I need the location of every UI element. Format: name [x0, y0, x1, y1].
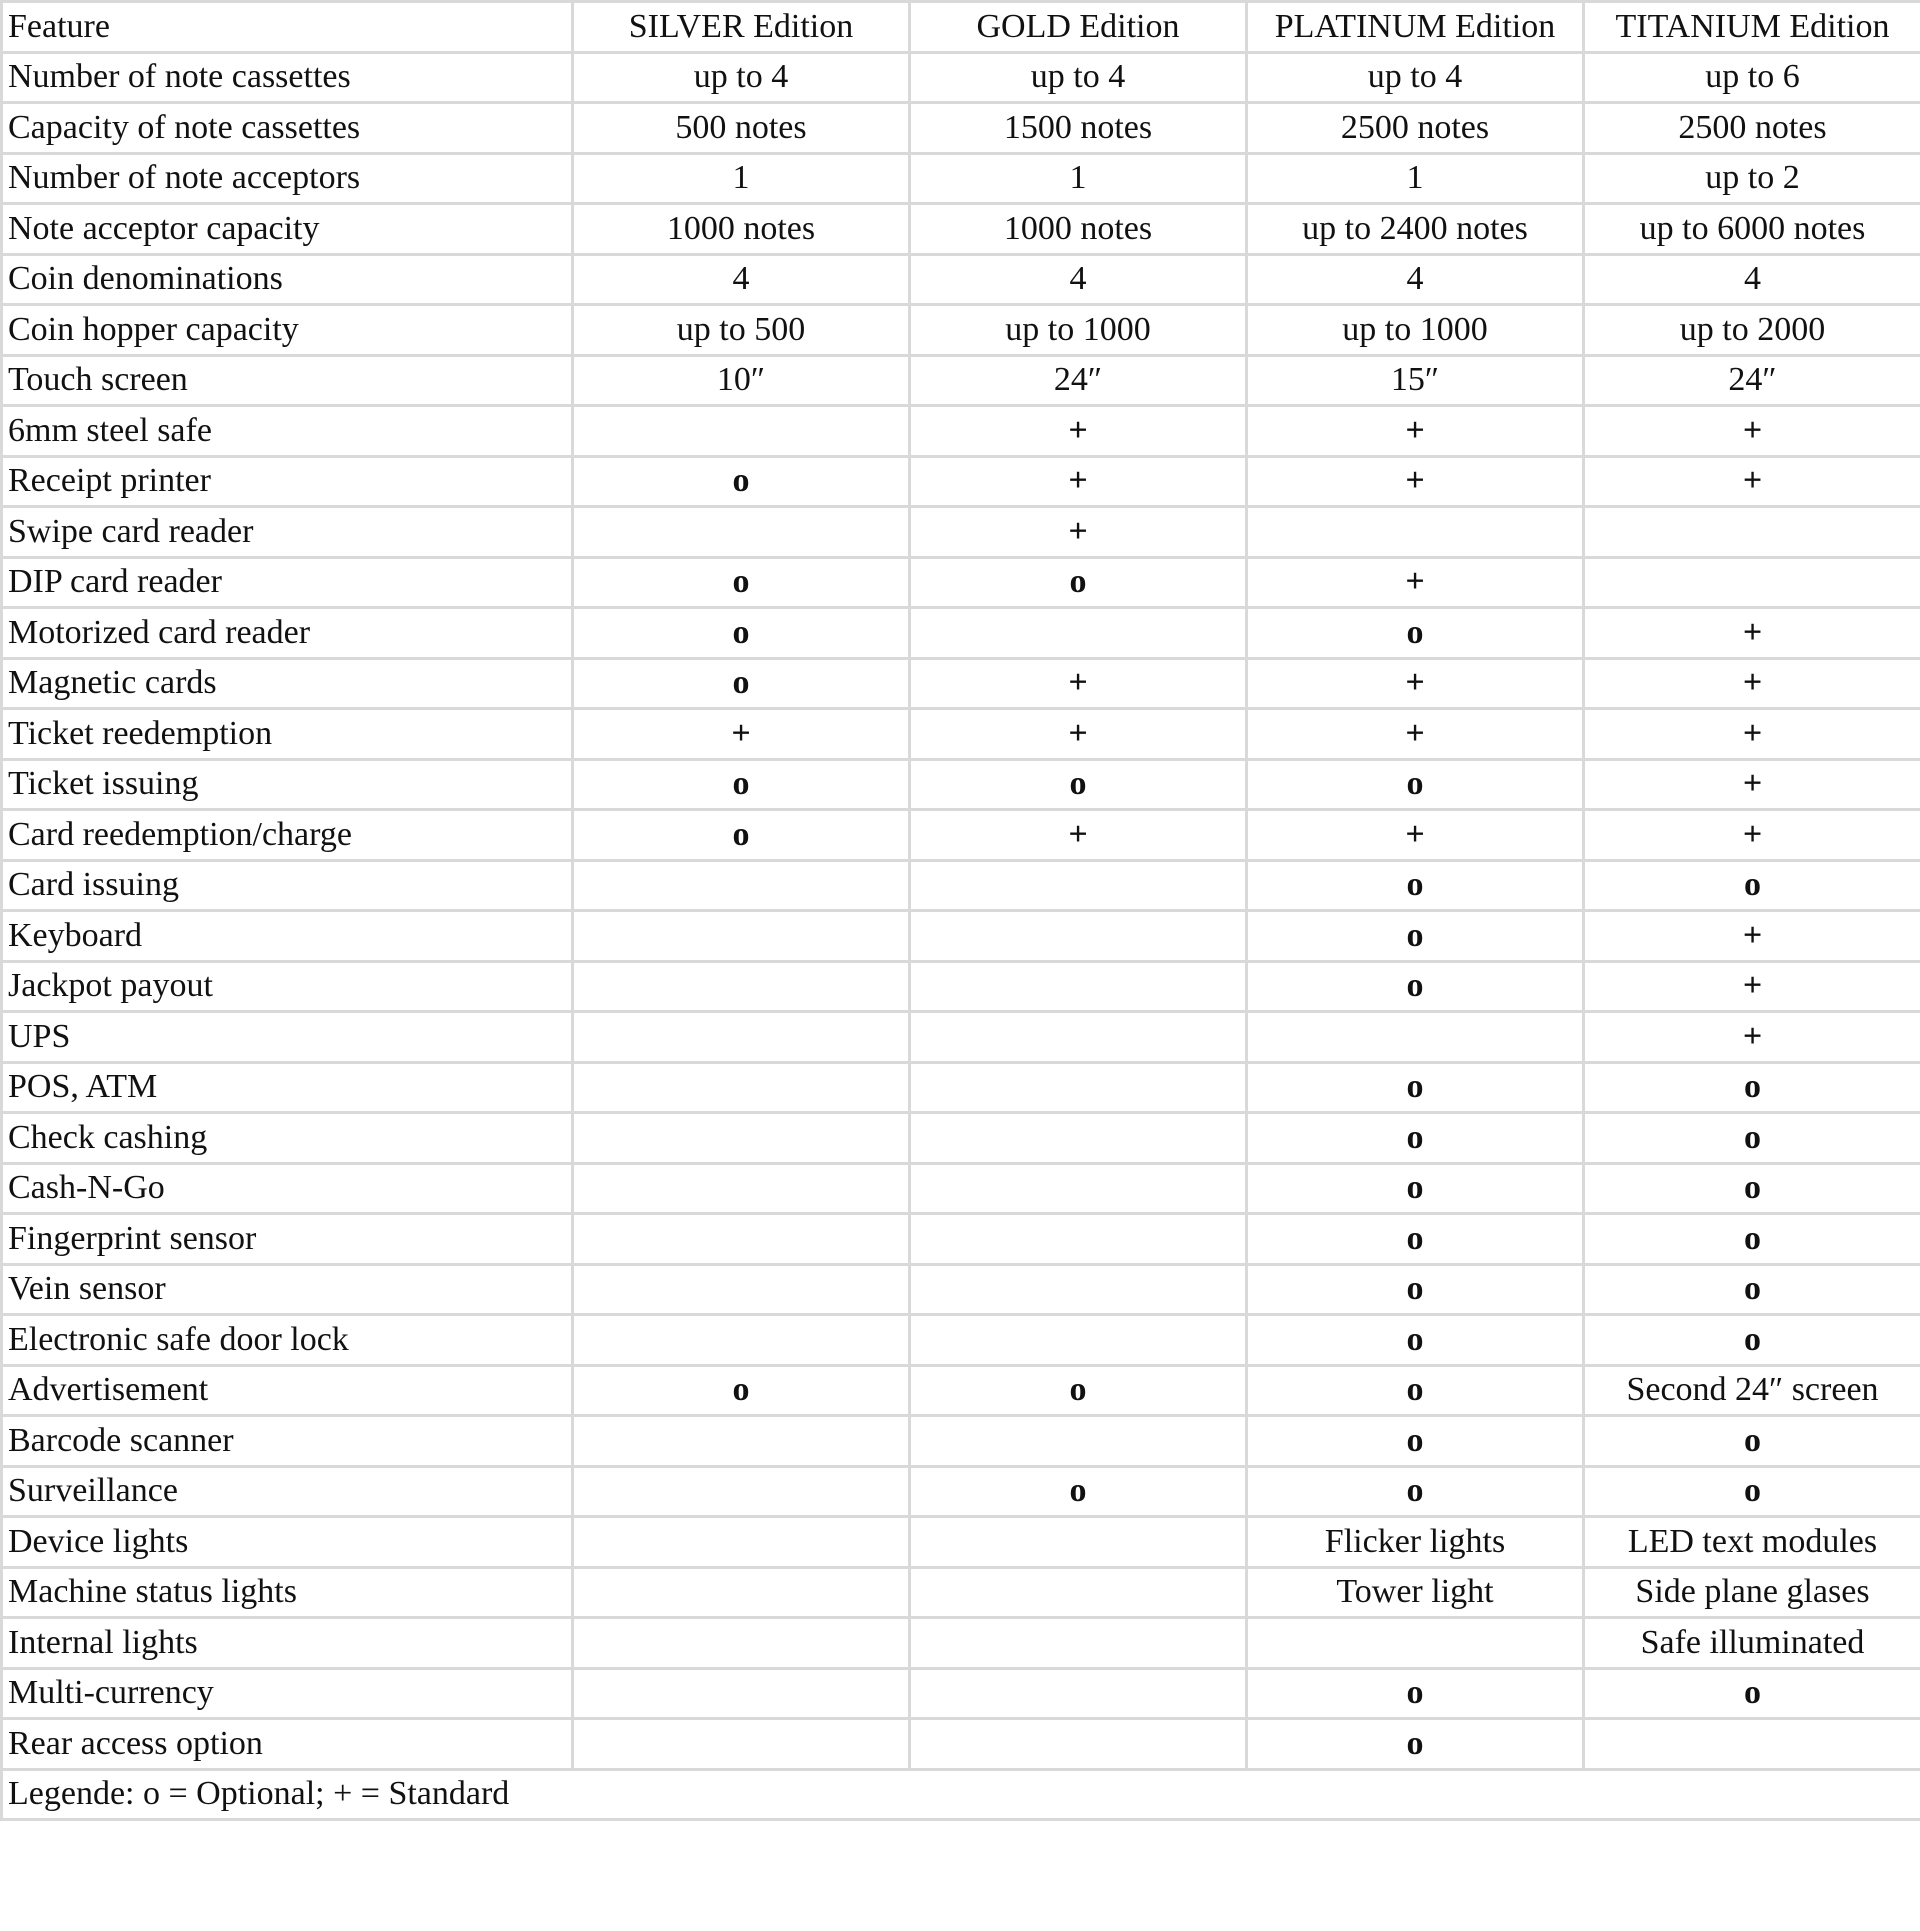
- silver-value-cell: o: [573, 608, 910, 659]
- silver-value-cell: +: [573, 709, 910, 760]
- silver-value-cell: [573, 911, 910, 962]
- gold-value-cell: 1000 notes: [910, 204, 1247, 255]
- platinum-value-cell: 15″: [1247, 355, 1584, 406]
- silver-value-cell: o: [573, 810, 910, 861]
- silver-value-cell: [573, 507, 910, 558]
- table-row: [2, 1365, 1920, 1416]
- silver-value-cell: o: [573, 1365, 910, 1416]
- gold-value-cell: [910, 1113, 1247, 1164]
- table-row: [2, 1466, 1920, 1517]
- silver-value-cell: [573, 406, 910, 457]
- platinum-value-cell: o: [1247, 1719, 1584, 1770]
- gold-value-cell: 4: [910, 254, 1247, 305]
- silver-value-cell: [573, 1264, 910, 1315]
- feature-name-cell: Magnetic cards: [2, 658, 573, 709]
- table-row: [2, 1163, 1920, 1214]
- platinum-value-cell: +: [1247, 456, 1584, 507]
- table-row: [2, 153, 1920, 204]
- platinum-value-cell: o: [1247, 1214, 1584, 1265]
- titanium-value-cell: Side plane glases: [1584, 1567, 1920, 1618]
- gold-value-cell: +: [910, 810, 1247, 861]
- table-row: [2, 355, 1920, 406]
- table-row: [2, 810, 1920, 861]
- platinum-value-cell: +: [1247, 406, 1584, 457]
- titanium-value-cell: +: [1584, 759, 1920, 810]
- silver-value-cell: o: [573, 456, 910, 507]
- feature-name-cell: Surveillance: [2, 1466, 573, 1517]
- silver-value-cell: 500 notes: [573, 103, 910, 154]
- gold-value-cell: [910, 1517, 1247, 1568]
- gold-value-cell: [910, 1214, 1247, 1265]
- gold-value-cell: up to 4: [910, 52, 1247, 103]
- gold-value-cell: 1500 notes: [910, 103, 1247, 154]
- platinum-value-cell: +: [1247, 658, 1584, 709]
- silver-value-cell: [573, 1517, 910, 1568]
- silver-value-cell: [573, 1668, 910, 1719]
- titanium-value-cell: +: [1584, 456, 1920, 507]
- feature-name-cell: Fingerprint sensor: [2, 1214, 573, 1265]
- platinum-value-cell: 1: [1247, 153, 1584, 204]
- silver-value-cell: [573, 961, 910, 1012]
- titanium-value-cell: [1584, 557, 1920, 608]
- feature-name-cell: 6mm steel safe: [2, 406, 573, 457]
- table-row: [2, 911, 1920, 962]
- titanium-value-cell: o: [1584, 1163, 1920, 1214]
- table-row: [2, 1618, 1920, 1669]
- gold-value-cell: o: [910, 1365, 1247, 1416]
- table-row: [2, 961, 1920, 1012]
- feature-name-cell: UPS: [2, 1012, 573, 1063]
- feature-name-cell: Barcode scanner: [2, 1416, 573, 1467]
- titanium-value-cell: o: [1584, 1466, 1920, 1517]
- platinum-value-cell: o: [1247, 1062, 1584, 1113]
- feature-name-cell: Number of note cassettes: [2, 52, 573, 103]
- platinum-value-cell: Tower light: [1247, 1567, 1584, 1618]
- titanium-value-cell: o: [1584, 1214, 1920, 1265]
- silver-value-cell: 4: [573, 254, 910, 305]
- titanium-value-cell: +: [1584, 709, 1920, 760]
- table-row: [2, 1315, 1920, 1366]
- feature-name-cell: Capacity of note cassettes: [2, 103, 573, 154]
- table-row: [2, 456, 1920, 507]
- titanium-value-cell: 4: [1584, 254, 1920, 305]
- feature-name-cell: Card issuing: [2, 860, 573, 911]
- gold-value-cell: [910, 1012, 1247, 1063]
- titanium-value-cell: 24″: [1584, 355, 1920, 406]
- gold-value-cell: +: [910, 709, 1247, 760]
- feature-name-cell: Swipe card reader: [2, 507, 573, 558]
- feature-name-cell: Note acceptor capacity: [2, 204, 573, 255]
- silver-value-cell: [573, 1113, 910, 1164]
- platinum-value-cell: o: [1247, 1264, 1584, 1315]
- silver-value-cell: [573, 860, 910, 911]
- gold-value-cell: [910, 1315, 1247, 1366]
- platinum-value-cell: [1247, 1012, 1584, 1063]
- feature-name-cell: Electronic safe door lock: [2, 1315, 573, 1366]
- platinum-value-cell: 4: [1247, 254, 1584, 305]
- silver-value-cell: [573, 1062, 910, 1113]
- silver-value-cell: up to 500: [573, 305, 910, 356]
- silver-value-cell: [573, 1618, 910, 1669]
- feature-name-cell: Check cashing: [2, 1113, 573, 1164]
- table-row: [2, 1113, 1920, 1164]
- table-body: [2, 52, 1920, 1769]
- gold-value-cell: [910, 1719, 1247, 1770]
- silver-value-cell: 1: [573, 153, 910, 204]
- platinum-value-cell: +: [1247, 557, 1584, 608]
- feature-name-cell: Jackpot payout: [2, 961, 573, 1012]
- table-row: [2, 406, 1920, 457]
- platinum-value-cell: o: [1247, 1365, 1584, 1416]
- feature-name-cell: Keyboard: [2, 911, 573, 962]
- gold-value-cell: o: [910, 1466, 1247, 1517]
- titanium-value-cell: +: [1584, 658, 1920, 709]
- table-row: [2, 1416, 1920, 1467]
- gold-value-cell: [910, 1567, 1247, 1618]
- table-row: [2, 1214, 1920, 1265]
- header-platinum-edition: PLATINUM Edition: [1247, 2, 1584, 53]
- feature-name-cell: DIP card reader: [2, 557, 573, 608]
- table-row: [2, 1719, 1920, 1770]
- table-row: [2, 759, 1920, 810]
- silver-value-cell: [573, 1466, 910, 1517]
- table-row: [2, 1517, 1920, 1568]
- titanium-value-cell: o: [1584, 1315, 1920, 1366]
- platinum-value-cell: o: [1247, 860, 1584, 911]
- table-row: [2, 52, 1920, 103]
- titanium-value-cell: +: [1584, 406, 1920, 457]
- titanium-value-cell: o: [1584, 1062, 1920, 1113]
- platinum-value-cell: up to 2400 notes: [1247, 204, 1584, 255]
- feature-name-cell: Rear access option: [2, 1719, 573, 1770]
- titanium-value-cell: Safe illuminated: [1584, 1618, 1920, 1669]
- silver-value-cell: [573, 1163, 910, 1214]
- feature-name-cell: Multi-currency: [2, 1668, 573, 1719]
- table-row: [2, 1012, 1920, 1063]
- gold-value-cell: [910, 860, 1247, 911]
- gold-value-cell: +: [910, 406, 1247, 457]
- silver-value-cell: [573, 1012, 910, 1063]
- legend-text: Legende: o = Optional; + = Standard: [2, 1769, 1920, 1820]
- header-gold-edition: GOLD Edition: [910, 2, 1247, 53]
- platinum-value-cell: o: [1247, 911, 1584, 962]
- silver-value-cell: [573, 1719, 910, 1770]
- table-row: [2, 1567, 1920, 1618]
- platinum-value-cell: o: [1247, 1315, 1584, 1366]
- titanium-value-cell: o: [1584, 1113, 1920, 1164]
- platinum-value-cell: [1247, 507, 1584, 558]
- feature-name-cell: Card reedemption/charge: [2, 810, 573, 861]
- feature-name-cell: Ticket reedemption: [2, 709, 573, 760]
- platinum-value-cell: o: [1247, 1416, 1584, 1467]
- gold-value-cell: 1: [910, 153, 1247, 204]
- silver-value-cell: o: [573, 557, 910, 608]
- platinum-value-cell: o: [1247, 1163, 1584, 1214]
- gold-value-cell: +: [910, 456, 1247, 507]
- titanium-value-cell: up to 2000: [1584, 305, 1920, 356]
- silver-value-cell: 10″: [573, 355, 910, 406]
- platinum-value-cell: o: [1247, 1466, 1584, 1517]
- titanium-value-cell: LED text modules: [1584, 1517, 1920, 1568]
- titanium-value-cell: o: [1584, 1264, 1920, 1315]
- silver-value-cell: [573, 1567, 910, 1618]
- table-row: [2, 305, 1920, 356]
- platinum-value-cell: +: [1247, 709, 1584, 760]
- feature-name-cell: Machine status lights: [2, 1567, 573, 1618]
- platinum-value-cell: up to 4: [1247, 52, 1584, 103]
- platinum-value-cell: 2500 notes: [1247, 103, 1584, 154]
- table-row: [2, 709, 1920, 760]
- titanium-value-cell: +: [1584, 911, 1920, 962]
- gold-value-cell: o: [910, 557, 1247, 608]
- feature-name-cell: Internal lights: [2, 1618, 573, 1669]
- gold-value-cell: up to 1000: [910, 305, 1247, 356]
- platinum-value-cell: +: [1247, 810, 1584, 861]
- table-row: [2, 254, 1920, 305]
- gold-value-cell: +: [910, 507, 1247, 558]
- gold-value-cell: 24″: [910, 355, 1247, 406]
- gold-value-cell: [910, 1416, 1247, 1467]
- gold-value-cell: [910, 608, 1247, 659]
- platinum-value-cell: [1247, 1618, 1584, 1669]
- table-row: [2, 557, 1920, 608]
- feature-name-cell: Vein sensor: [2, 1264, 573, 1315]
- silver-value-cell: o: [573, 759, 910, 810]
- feature-name-cell: Motorized card reader: [2, 608, 573, 659]
- silver-value-cell: [573, 1214, 910, 1265]
- titanium-value-cell: o: [1584, 1668, 1920, 1719]
- table-row: [2, 103, 1920, 154]
- titanium-value-cell: up to 2: [1584, 153, 1920, 204]
- feature-name-cell: Ticket issuing: [2, 759, 573, 810]
- table-row: [2, 1062, 1920, 1113]
- silver-value-cell: [573, 1416, 910, 1467]
- silver-value-cell: o: [573, 658, 910, 709]
- silver-value-cell: [573, 1315, 910, 1366]
- feature-name-cell: Coin hopper capacity: [2, 305, 573, 356]
- feature-name-cell: Number of note acceptors: [2, 153, 573, 204]
- table-row: [2, 860, 1920, 911]
- titanium-value-cell: +: [1584, 608, 1920, 659]
- feature-name-cell: Cash-N-Go: [2, 1163, 573, 1214]
- gold-value-cell: [910, 1163, 1247, 1214]
- table-row: [2, 608, 1920, 659]
- titanium-value-cell: +: [1584, 1012, 1920, 1063]
- gold-value-cell: [910, 961, 1247, 1012]
- silver-value-cell: up to 4: [573, 52, 910, 103]
- feature-name-cell: Coin denominations: [2, 254, 573, 305]
- legend-row: [2, 1769, 1920, 1820]
- table-row: [2, 1264, 1920, 1315]
- header-silver-edition: SILVER Edition: [573, 2, 910, 53]
- table-row: [2, 507, 1920, 558]
- titanium-value-cell: up to 6: [1584, 52, 1920, 103]
- feature-name-cell: Receipt printer: [2, 456, 573, 507]
- platinum-value-cell: Flicker lights: [1247, 1517, 1584, 1568]
- platinum-value-cell: o: [1247, 1668, 1584, 1719]
- titanium-value-cell: o: [1584, 860, 1920, 911]
- platinum-value-cell: up to 1000: [1247, 305, 1584, 356]
- table-row: [2, 204, 1920, 255]
- gold-value-cell: [910, 1618, 1247, 1669]
- titanium-value-cell: 2500 notes: [1584, 103, 1920, 154]
- gold-value-cell: [910, 1264, 1247, 1315]
- table-row: [2, 658, 1920, 709]
- gold-value-cell: [910, 911, 1247, 962]
- feature-name-cell: POS, ATM: [2, 1062, 573, 1113]
- feature-name-cell: Device lights: [2, 1517, 573, 1568]
- gold-value-cell: [910, 1668, 1247, 1719]
- platinum-value-cell: o: [1247, 1113, 1584, 1164]
- titanium-value-cell: [1584, 507, 1920, 558]
- feature-name-cell: Advertisement: [2, 1365, 573, 1416]
- gold-value-cell: o: [910, 759, 1247, 810]
- titanium-value-cell: +: [1584, 810, 1920, 861]
- titanium-value-cell: o: [1584, 1416, 1920, 1467]
- header-row: [2, 2, 1920, 53]
- gold-value-cell: [910, 1062, 1247, 1113]
- header-titanium-edition: TITANIUM Edition: [1584, 2, 1920, 53]
- table-row: [2, 1668, 1920, 1719]
- platinum-value-cell: o: [1247, 961, 1584, 1012]
- feature-name-cell: Touch screen: [2, 355, 573, 406]
- gold-value-cell: +: [910, 658, 1247, 709]
- header-feature: Feature: [2, 2, 573, 53]
- silver-value-cell: 1000 notes: [573, 204, 910, 255]
- titanium-value-cell: Second 24″ screen: [1584, 1365, 1920, 1416]
- platinum-value-cell: o: [1247, 759, 1584, 810]
- titanium-value-cell: [1584, 1719, 1920, 1770]
- titanium-value-cell: up to 6000 notes: [1584, 204, 1920, 255]
- titanium-value-cell: +: [1584, 961, 1920, 1012]
- platinum-value-cell: o: [1247, 608, 1584, 659]
